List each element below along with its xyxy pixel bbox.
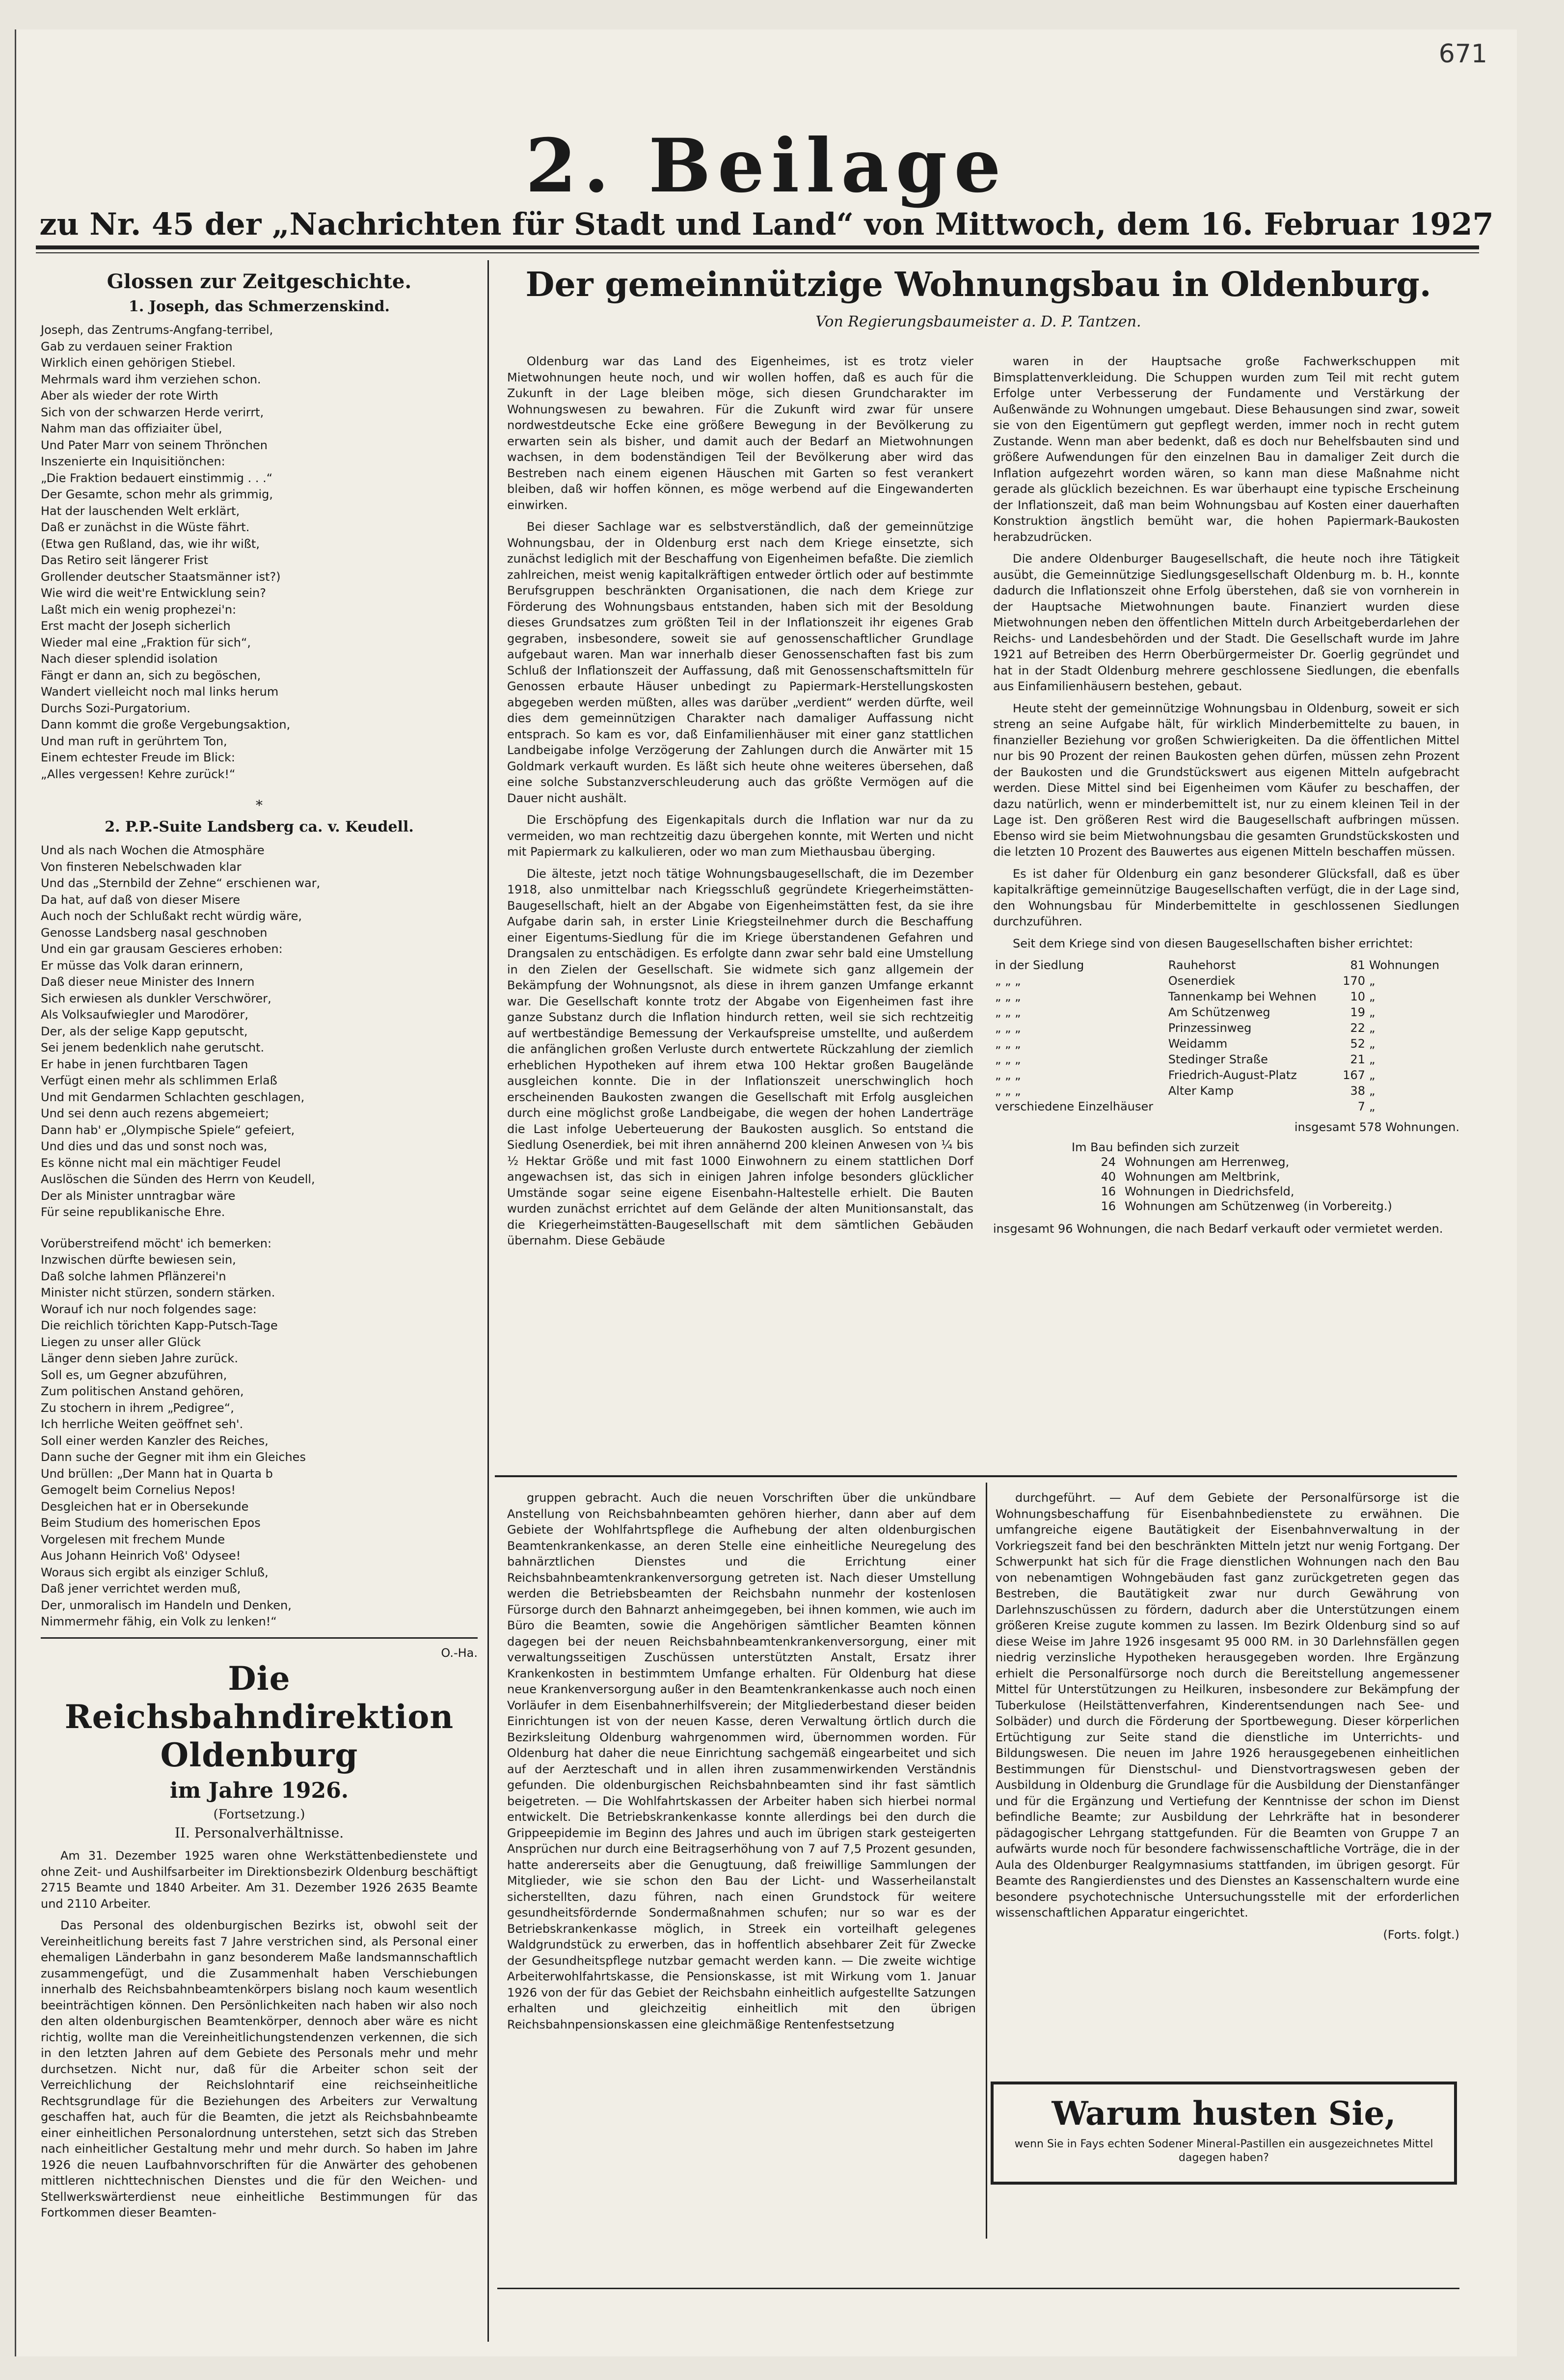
poem-line: Vorüberstreifend möcht' ich bemerken: xyxy=(41,1236,272,1250)
wohnungsbau-author: Von Regierungsbaumeister a. D. P. Tantzen. xyxy=(815,313,1141,330)
table-cell: Prinzessinweg xyxy=(1168,1021,1252,1035)
lower-paragraph: durchgeführt. — Auf dem Gebiete der Personalfürsorge ist die Wohnungsbeschaffung für Eisenbahnbedienstete zu erwähnen. Die umfangreiche eigene Bautätigkeit der Eisenbahnverwaltung in der Vorkriegszeit fand bei den beschränkten Mitteln jetzt nur wenig Fortgang. Der Schwerpunkt hat sich für die Frage dienstlichen Wohnungen nach den Bau von nebenamtigen Wohngebäuden fast ganz zurückgetreten gegen das Bestreben, die Bautätigkeit zwar nur durch Gewährung von Darlehnszuschüssen zu fördern, dadurch aber die Unterstützungen einem größeren Kreise zugute kommen zu lassen. Im Bezirk Oldenburg sind so auf diese Weise im Jahre 1926 insgesamt 95 000 RM. in 30 Darlehnsfällen gegen niedrig verzinsliche Hypotheken herausgegeben worden. Ihre Ergänzung erhielt die Personalfürsorge noch durch die Bereitstellung angemessener Mittel für Unterstützungen zu Heilkuren, insbesondere zur Bekämpfung der Tuberkulose (Heilstättenverfahren, Kinderentsendungen nach See- und Solbäder) und durch die Förderung der Sportbewegung. Dieser körperlichen Ertüchtigung zur Seite stand die dienstliche im Unterrichts- und Bildungswesen. Die neuen im Jahre 1926 herausgegebenen einheitlichen Bestimmungen für Dienstschul- und Dienstvortragswesen geben der Ausbildung in Oldenburg die Grundlage für die Ausbildung der Dienstanfänger und für die Ergänzung und Vertiefung der Kenntnisse der schon im Dienst befindliche Beamte; zur Ausbildung der Lehrkräfte hat in besonderer pädagogischer Lehrgang stattgefunden. Für die Beamten von Gruppe 7 an aufwärts wurde noch für besondere fachwissenschaftliche Vorträge, die in der Aula des Oldenburger Realgymnasiums stattfanden, im übrigen gesorgt. Für Beamte des Rangierdienstes und des Dienstes an Kassenschaltern wurde eine besondere psychotechnische Untersuchungsstelle mit der erforderlichen wissenschaftlichen Apparatur eingerichtet. xyxy=(996,1491,1459,1920)
table-cell: „ „ „ xyxy=(995,1068,1021,1082)
table-cell: 38 xyxy=(1350,1084,1365,1098)
poem-line: Als Volksaufwiegler und Marodörer, xyxy=(41,1008,248,1022)
continued-note: (Forts. folgt.) xyxy=(1383,1927,1459,1942)
poem-line: Sich erwiesen als dunkler Verschwörer, xyxy=(41,991,271,1005)
glossen-stanza-2 xyxy=(41,842,478,1221)
poem-line: Gemogelt beim Cornelius Nepos! xyxy=(41,1483,236,1497)
table-cell: „ xyxy=(1369,1084,1375,1098)
list-item xyxy=(993,1169,1459,1184)
section-divider xyxy=(495,1475,1457,1477)
table-cell: Alter Kamp xyxy=(1168,1084,1234,1098)
poem-line: Und als nach Wochen die Atmosphäre xyxy=(41,843,265,857)
poem-line: Dann suche der Gegner mit ihm ein Gleiches xyxy=(41,1450,306,1464)
poem-line: Mehrmals ward ihm verziehen schon. xyxy=(41,372,261,386)
poem-line: Nahm man das offiziaiter übel, xyxy=(41,422,222,435)
poem-line: Hat der lauschenden Welt erklärt, xyxy=(41,504,240,518)
wohnungsbau-title: Der gemeinnützige Wohnungsbau in Oldenburg. xyxy=(525,265,1431,304)
table-cell: „ „ „ xyxy=(995,990,1021,1003)
glossen-subheading-1: 1. Joseph, das Schmerzenskind. xyxy=(129,298,390,315)
table-cell: „ „ „ xyxy=(995,1053,1021,1066)
poem-line: Desgleichen hat er in Obersekunde xyxy=(41,1499,249,1514)
list-number: 24 xyxy=(1101,1155,1116,1169)
ad-text: wenn Sie in Fays echten Sodener Mineral-Pastillen ein ausgezeichnetes Mittel dagegen haben? xyxy=(1014,2138,1433,2164)
poem-line: Daß solche lahmen Pflänzerei'n xyxy=(41,1269,226,1283)
poem-line: Dann hab' er „Olympische Spiele“ gefeiert, xyxy=(41,1123,295,1137)
poem-line: Grollender deutscher Staatsmänner ist?) xyxy=(41,569,281,584)
table-row xyxy=(993,1067,1459,1083)
poem-line: Wie wird die weit're Entwicklung sein? xyxy=(41,586,266,600)
poem-line: Verfügt einen mehr als schlimmen Erlaß xyxy=(41,1074,277,1087)
table-cell: „ „ „ xyxy=(995,1021,1021,1035)
poem-line: Wandert vielleicht noch mal links herum xyxy=(41,685,279,699)
poem-line: Und Pater Marr von seinem Thrönchen xyxy=(41,438,268,452)
poem-line: Woraus sich ergibt als einziger Schluß, xyxy=(41,1565,269,1579)
lower-column-1 xyxy=(507,1490,976,2285)
supplement-title: 2. Beilage xyxy=(525,123,1008,209)
poem-line: Daß dieser neue Minister des Innern xyxy=(41,975,255,989)
table-cell: „ xyxy=(1369,990,1375,1003)
poem-line: Daß er zunächst in die Wüste fährt. xyxy=(41,520,250,534)
table-cell: Tannenkamp bei Wehnen xyxy=(1168,990,1317,1003)
section-star: * xyxy=(256,797,263,813)
poem-line: Fängt er dann an, sich zu begöschen, xyxy=(41,668,261,682)
poem-line: Nimmermehr fähig, ein Volk zu lenken!“ xyxy=(41,1615,277,1628)
table-cell: 19 xyxy=(1350,1005,1365,1019)
glossen-stanza-1 xyxy=(41,322,478,783)
glossen-column xyxy=(41,270,478,1660)
poem-line: Joseph, das Zentrums-Angfang-terribel, xyxy=(41,323,273,337)
im-bau-list xyxy=(993,1140,1459,1236)
table-cell: Weidamm xyxy=(1168,1037,1228,1051)
list-text: Wohnungen am Herrenweg, xyxy=(1125,1155,1290,1169)
table-row xyxy=(993,973,1459,989)
poem-line: Und man ruft in gerührtem Ton, xyxy=(41,734,227,748)
wohnungsbau-paragraph: Oldenburg war das Land des Eigenheimes, ist es trotz vieler Mietwohnungen heute noch, und wir wollen hoffen, daß es auch für die Zukunft in der Lage bleiben möge, sich diesen Grundcharakter im Wohnungswesen zu bewahren. Für die Zukunft wird zwar für unsere nordwestdeutsche Ecke eine größere Bewegung in der Bevölkerung zu erwarten sein als bisher, und damit auch der Bedarf an Mietwohnungen wachsen, in dem bodenständigen Teil der Bevölkerung aber wird das Bestreben nach einem eigenen Häuschen mit Garten so fest verankert bleiben, daß wir hoffen können, es möge werbend auf die Eingewanderten einwirken. xyxy=(507,354,973,512)
poem-line: Vorgelesen mit frechem Munde xyxy=(41,1532,225,1546)
supplement-subtitle: zu Nr. 45 der „Nachrichten für Stadt und Land“ von Mittwoch, dem 16. Februar 1927 xyxy=(39,206,1494,242)
poem-line: Einem echtester Freude im Blick: xyxy=(41,751,235,764)
table-cell: in der Siedlung xyxy=(995,958,1084,972)
advertisement-box xyxy=(991,2082,1457,2185)
page-number: 671 xyxy=(1438,39,1487,69)
poem-line: Wieder mal eine „Fraktion für sich“, xyxy=(41,635,251,649)
poem-line: Für seine republikanische Ehre. xyxy=(41,1205,225,1219)
table-cell: 10 xyxy=(1350,990,1365,1003)
wohnungsbau-paragraph: Die Erschöpfung des Eigenkapitals durch die Inflation war nur da zu vermeiden, wo man rechtzeitig dazu übergehen konnte, mit Werten und nicht mit Papiermark zu kalkulieren, oder wo man zum Miethausbau überging. xyxy=(507,813,973,859)
poem-line: Zu stochern in ihrem „Pedigree“, xyxy=(41,1401,234,1415)
reichsbahn-column xyxy=(41,1659,478,2327)
poem-line: Auslöschen die Sünden des Herrn von Keudell, xyxy=(41,1172,315,1186)
reichsbahn-continuation: (Fortsetzung.) xyxy=(213,1807,305,1822)
table-cell: Am Schützenweg xyxy=(1168,1005,1270,1019)
table-cell: Stedinger Straße xyxy=(1168,1053,1268,1066)
list-item xyxy=(993,1184,1459,1199)
poem-line: Soll es, um Gegner abzuführen, xyxy=(41,1368,227,1382)
poem-line: Minister nicht stürzen, sondern stärken. xyxy=(41,1286,275,1299)
poem-line: Soll einer werden Kanzler des Reiches, xyxy=(41,1433,269,1448)
poem-line: Auch noch der Schlußakt recht würdig wäre, xyxy=(41,909,302,923)
list-text: Wohnungen in Diedrichsfeld, xyxy=(1125,1185,1294,1198)
poem-line: Sich von der schwarzen Herde verirrt, xyxy=(41,405,264,419)
table-cell: „ xyxy=(1369,1100,1375,1113)
poem-line: Wirklich einen gehörigen Stiebel. xyxy=(41,356,236,370)
table-row xyxy=(993,1020,1459,1036)
table-cell: „ xyxy=(1369,1021,1375,1035)
poem-line: Gab zu verdauen seiner Fraktion xyxy=(41,339,233,353)
wohnungsbau-column-2 xyxy=(993,353,1459,1468)
list-number: 16 xyxy=(1101,1199,1116,1213)
glossen-signature: O.-Ha. xyxy=(441,1646,478,1660)
poem-line: Von finsteren Nebelschwaden klar xyxy=(41,860,242,874)
poem-line: Der als Minister unntragbar wäre xyxy=(41,1189,236,1203)
table-cell: 167 xyxy=(1343,1068,1365,1082)
header-rule-thin xyxy=(36,252,1479,253)
glossen-stanza-3 xyxy=(41,1236,478,1630)
lower-paragraph: gruppen gebracht. Auch die neuen Vorschriften über die unkündbare Anstellung von Reichsbahnbeamten gehören hierher, dann aber auf dem Gebiete der Wohlfahrtspflege die Aufhebung der alten oldenburgischen Beamtenkrankenkasse, an deren Stelle eine einheitliche Neuregelung des bahnärztlichen Dienstes und die Errichtung einer Reichsbahnbeamtenkrankenversorgung getreten ist. Nach dieser Umstellung werden die Betriebsbeamten der Reichsbahn nunmehr der kostenlosen Fürsorge durch den Bahnarzt anheimgegeben, bei ihnen kommen, wie auch im Büro die Beamten, sowie die Angehörigen sämtlicher Beamten können dagegen bei der neuen Reichsbahnbeamtenkrankenversorgung, einer mit verwaltungsseitigen Zuschüssen unterstützten Anstalt, Ersatz ihrer Krankenkosten in bestimmtem Umfange erhalten. Für Oldenburg hat diese neue Krankenversorgung außer in den Beamtenkrankenkasse auch noch einen Vorläufer in dem Eisenbahnerhilfsverein; der Mitgliederbestand dieser beiden Einrichtungen ist von der neuen Kasse, deren Verwaltung örtlich durch die Bezirksleitung Oldenburg wahrgenommen wird, übernommen worden. Für Oldenburg hat daher die neue Einrichtung sachgemäß eingearbeitet und sich auf der Aerzteschaft und in allen ihren zusammenwirkenden Verständnis gefunden. Die oldenburgischen Reichsbahnbeamten sind ihr fast sämtlich beigetreten. — Die Wohlfahrtskassen der Arbeiter haben sich hierbei normal entwickelt. Die Betriebskrankenkasse konnte allerdings bei den durch die Grippeepidemie im Beginn des Jahres und auch im übrigen stark gesteigerten Ansprüchen nur durch eine Beitragserhöhung von 7 auf 7,5 Prozent gesunden, hatte andererseits aber die Genugtuung, daß freiwillige Sammlungen der Mitglieder, wie sie schon den Bau der Licht- und Wasserheilanstalt sicherstellten, dazu führen, nach einen Grundstock für weitere gesundheitsfördernde Sondermaßnahmen schufen; nur so war es der Betriebskrankenkasse möglich, in Streek ein vorteilhaft gelegenes Waldgrundstück zu erwerben, das in hoffentlich absehbarer Zeit für Zwecke der Gesundheitspflege nutzbar gemacht werden kann. — Die zweite wichtige Arbeiterwohlfahrtskasse, die Pensionskasse, ist mit Wirkung vom 1. Januar 1926 von der für das Gebiet der Reichsbahn einheitlich aufgestellte Satzungen erhalten und gleichzeitig einheitlich mit den übrigen Reichsbahnpensionskassen eine gleichmäßige Rentenfestsetzung xyxy=(507,1491,976,2031)
poem-line: Daß jener verrichtet werden muß, xyxy=(41,1582,241,1596)
table-cell: 81 xyxy=(1350,958,1365,972)
table-row xyxy=(993,1052,1459,1067)
poem-line: Aber als wieder der rote Wirth xyxy=(41,389,218,403)
poem-line: Und brüllen: „Der Mann hat in Quarta b xyxy=(41,1466,273,1481)
list-item xyxy=(993,1155,1459,1169)
reichsbahn-section: II. Personalverhältnisse. xyxy=(174,1825,344,1841)
table-cell: „ „ „ xyxy=(995,1084,1021,1098)
table-row xyxy=(993,1036,1459,1052)
poem-line: Er habe in jenen furchtbaren Tagen xyxy=(41,1057,248,1071)
table-cell: Osenerdiek xyxy=(1168,974,1235,988)
column-divider-mid xyxy=(986,1483,987,2239)
table-cell: „ xyxy=(1369,974,1375,988)
poem-line: Und sei denn auch rezens abgemeiert; xyxy=(41,1107,269,1120)
poem-line: (Etwa gen Rußland, das, wie ihr wißt, xyxy=(41,537,260,551)
column-divider-left xyxy=(487,260,489,2342)
list-number: 16 xyxy=(1101,1185,1116,1198)
header-rule xyxy=(36,245,1479,249)
poem-line: Und mit Gendarmen Schlachten geschlagen, xyxy=(41,1090,305,1104)
im-bau-closing: insgesamt 96 Wohnungen, die nach Bedarf verkauft oder vermietet werden. xyxy=(993,1222,1443,1236)
poem-line: Da hat, auf daß von dieser Misere xyxy=(41,892,240,907)
im-bau-intro: Im Bau befinden sich zurzeit xyxy=(1072,1140,1240,1154)
poem-line: Es könne nicht mal ein mächtiger Feudel xyxy=(41,1156,281,1170)
glossen-end-rule xyxy=(41,1637,478,1639)
table-cell: Wohnungen xyxy=(1369,958,1440,972)
table-row xyxy=(993,957,1459,973)
poem-line: Der Gesamte, schon mehr als grimmig, xyxy=(41,487,273,501)
reichsbahn-paragraph: Das Personal des oldenburgischen Bezirks ist, obwohl seit der Vereinheitlichung bereits fast 7 Jahre verstrichen sind, als Personal einer ehemaligen Länderbahn in ganz besonderem Maße landsmannschaftlich zusammengefügt, und die Zusammenhalt haben Verschiebungen innerhalb des Reichsbahnbeamtenkörpers bislang noch kaum wesentlich beeinträchtigen können. Den Persönlichkeiten nach haben wir also noch den alten oldenburgischen Beamtenkörper, dennoch aber wäre es nicht richtig, wollte man die Vereinheitlichungstendenzen verkennen, die sich in den letzten Jahren auf dem Gebiete des Personals mehr und mehr durchsetzen. Nicht nur, daß für die Arbeiter schon seit der Verreichlichung der Reichslohntarif eine reichseinheitliche Rechtsgrundlage für die Beziehungen des Arbeiters zur Verwaltung geschaffen hat, auch für die Beamten, die jetzt als Reichsbahnbeamte einer einheitlichen Personalordnung unterstehen, setzt sich das Streben nach einheitlicher Gestaltung mehr und mehr durch. So haben im Jahre 1926 die neuen Laufbahnvorschriften für die Anwärter des gehobenen mittleren nichttechnischen Dienstes und die für den Weichen- und Stellwerkswärterdienst neue einheitliche Bestimmungen für das Fortkommen dieser Beamten- xyxy=(41,1919,478,2219)
wohnungsbau-paragraph: Es ist daher für Oldenburg ein ganz besonderer Glücksfall, daß es über kapitalkräftige gemeinnützige Baugesellschaften verfügt, die in der Lage sind, den Wohnungsbau für Minderbemittelte in geschlossenen Siedlungen durchzuführen. xyxy=(993,866,1459,928)
list-item xyxy=(993,1199,1459,1214)
table-row xyxy=(993,1004,1459,1020)
wohnungsbau-paragraph: waren in der Hauptsache große Fachwerkschuppen mit Bimsplattenverkleidung. Die Schuppen wurden zum Teil mit recht gutem Erfolge unter Verbesserung der Fundamente und Verstärkung der Außenwände zu Wohnungen umgebaut. Diese Behausungen sind zwar, soweit sie von den Eigentümern gut gepflegt werden, immer noch in recht gutem Zustande. Wenn man aber bedenkt, daß es doch nur Behelfsbauten sind und größere Aufwendungen für den einzelnen Bau in damaliger Zeit durch die Inflation aufgezehrt worden wären, so kann man diese Maßnahme nicht gerade als glücklich bezeichnen. Es war überhaupt eine typische Erscheinung der Inflationszeit, daß man beim Wohnungsbau auf Kosten einer dauerhaften Konstruktion ängstlich bemüht war, die hohen Papiermark-Baukosten herabzudrücken. xyxy=(993,354,1459,544)
poem-line: Der, unmoralisch im Handeln und Denken, xyxy=(41,1598,292,1612)
poem-line: „Alles vergessen! Kehre zurück!“ xyxy=(41,767,236,781)
poem-line: Die reichlich törichten Kapp-Putsch-Tage xyxy=(41,1319,278,1332)
poem-line: Und dies und das und sonst noch was, xyxy=(41,1139,268,1153)
table-cell: 22 xyxy=(1350,1021,1365,1035)
poem-line: Er müsse das Volk daran erinnern, xyxy=(41,958,243,973)
poem-line: Aus Johann Heinrich Voß' Odysee! xyxy=(41,1549,241,1563)
wohnungsbau-column-1 xyxy=(507,353,973,1468)
table-cell: „ „ „ xyxy=(995,1005,1021,1019)
table-cell: „ xyxy=(1369,1068,1375,1082)
poem-line: Liegen zu unser aller Glück xyxy=(41,1335,201,1349)
table-cell: „ xyxy=(1369,1005,1375,1019)
poem-line: Inszenierte ein Inquisitiönchen: xyxy=(41,455,225,468)
table-cell: „ „ „ xyxy=(995,1037,1021,1051)
reichsbahn-paragraph: Am 31. Dezember 1925 waren ohne Werkstättenbedienstete und ohne Zeit- und Aushilfsarbeiter im Direktionsbezirk Oldenburg beschäftigt 2715 Beamte und 1840 Arbeiter. Am 31. Dezember 1926 2635 Beamte und 2110 Arbeiter. xyxy=(41,1849,478,1911)
siedlungen-total: insgesamt 578 Wohnungen. xyxy=(1294,1120,1459,1134)
poem-line: Nach dieser splendid isolation xyxy=(41,652,218,666)
table-cell: verschiedene Einzelhäuser xyxy=(995,1100,1154,1113)
newspaper-page xyxy=(15,29,1517,2356)
wohnungsbau-header xyxy=(497,265,1459,353)
siedlungen-table xyxy=(993,957,1459,1114)
table-cell: Friedrich-August-Platz xyxy=(1168,1068,1297,1082)
table-cell: 21 xyxy=(1350,1053,1365,1066)
table-row xyxy=(993,989,1459,1004)
reichsbahn-title: Die Reichsbahndirektion Oldenburg xyxy=(64,1659,454,1774)
wohnungsbau-paragraph: Die älteste, jetzt noch tätige Wohnungsbaugesellschaft, die im Dezember 1918, also unmittelbar nach Kriegsschluß gegründete Kriegerheimstätten-Baugesellschaft, hielt an der Abgabe von Eigenheimstätten fest, da sie ihre Aufgabe darin sah, in erster Linie Kriegsteilnehmer durch die Beschaffung einer Eigentums-Siedlung für die im Kriege überstandenen Gefahren und Drangsalen zu entschädigen. Es erfolgte dann zwar sehr bald eine Umstellung in den Zielen der Gesellschaft. Sie widmete sich ganz allgemein der Bekämpfung der Wohnungsnot, als diese in ihrem ganzen Umfange erkannt war. Die Gesellschaft konnte trotz der Abgabe von Eigenheimen fast ihre ganze Substanz durch die Inflation hindurch retten, weil sie sich rechtzeitig auf wertbeständige Bemessung der Verkaufspreise umstellte, und außerdem die anfänglichen großen Verluste durch entwertete Rückzahlung der ziemlich erheblichen Hypotheken auf ihrem etwa 100 Hektar großen Baugelände ausgleichen konnte. Die in der Inflationszeit unerschwinglich hoch erscheinenden Baukosten zwangen die Gesellschaft mit Erfolg ausgleichen durch eine möglichst große Landbeigabe, die wegen der hohen Landerträge die Last infolge Ueberteuerung der Baukosten ausglich. So entstand die Siedlung Osenerdiek, bei mit ihren annähernd 200 kleinen Anwesen von ¼ bis ½ Hektar Größe und mit fast 1000 Einwohnern zu einem stattlichen Dorf angewachsen ist, das sich in einigen Jahren infolge besonders glücklicher Umstände sogar seine eigene Eisenbahn-Haltestelle erhielt. Die Bauten wurden zunächst errichtet auf dem Gelände der alten Munitionsanstalt, das die Kriegerheimstätten-Baugesellschaft mit dem sämtlichen Gebäuden übernahm. Diese Gebäude xyxy=(507,866,973,1247)
lower-column-2 xyxy=(996,1490,1459,2069)
poem-line: Laßt mich ein wenig prophezei'n: xyxy=(41,602,237,617)
table-cell: „ xyxy=(1369,1053,1375,1066)
poem-line: Genosse Landsberg nasal geschnoben xyxy=(41,925,268,940)
wohnungsbau-paragraph: Seit dem Kriege sind von diesen Baugesellschaften bisher errichtet: xyxy=(1013,936,1413,950)
poem-line: Zum politischen Anstand gehören, xyxy=(41,1384,244,1398)
glossen-subheading-2: 2. P.P.-Suite Landsberg ca. v. Keudell. xyxy=(105,818,414,836)
table-cell: 170 xyxy=(1343,974,1365,988)
list-text: Wohnungen am Schützenweg (in Vorbereitg.) xyxy=(1125,1199,1392,1213)
poem-line: Ich herrliche Weiten geöffnet seh'. xyxy=(41,1417,243,1431)
poem-line: Und ein gar grausam Gescieres erhoben: xyxy=(41,942,283,956)
poem-line: Und das „Sternbild der Zehne“ erschienen war, xyxy=(41,876,321,890)
poem-line: Der, als der selige Kapp geputscht, xyxy=(41,1024,248,1038)
poem-line: Worauf ich nur noch folgendes sage: xyxy=(41,1302,257,1316)
poem-line: Beim Studium des homerischen Epos xyxy=(41,1516,261,1530)
wohnungsbau-paragraph: Heute steht der gemeinnützige Wohnungsbau in Oldenburg, soweit er sich streng an seine Aufgabe hält, für wirklich Minderbemittelte zu bauen, in finanzieller Beziehung vor großen Schwierigkeiten. Da die öffentlichen Mittel nur bis 90 Prozent der reinen Baukosten gehen dürfen, müssen zehn Prozent der Baukosten und die Grundstückswert aus eigenen Mitteln aufgebracht werden. Diese Mittel sind bei Eigenheimen vom Käufer zu beschaffen, der dazu natürlich, wenn er minderbemittelt ist, nur zu einem kleinen Teil in der Lage ist. Den größeren Rest wird die Baugesellschaft aufbringen müssen. Ebenso wird sie beim Mietwohnungsbau die gesamten Grundstückskosten und die letzten 10 Prozent des Bauwertes aus eigenen Mitteln beschaffen müssen. xyxy=(993,701,1459,859)
poem-line: Inzwischen dürfte bewiesen sein, xyxy=(41,1253,236,1267)
table-cell: 52 xyxy=(1350,1037,1365,1051)
poem-line: Das Retiro seit längerer Frist xyxy=(41,553,209,567)
footer-rule xyxy=(497,2288,1459,2289)
poem-line: Länger denn sieben Jahre zurück. xyxy=(41,1352,238,1365)
poem-line: Dann kommt die große Vergebungsaktion, xyxy=(41,718,291,731)
table-cell: 7 xyxy=(1357,1100,1365,1113)
wohnungsbau-paragraph: Die andere Oldenburger Baugesellschaft, die heute noch ihre Tätigkeit ausübt, die Gemeinnützige Siedlungsgesellschaft Oldenburg m. b. H., konnte dadurch die Inflationszeit ohne Erfolg überstehen, daß sie von vornherein in der Hauptsache Mietwohnungen baute. Finanziert wurden diese Mietwohnungen neben den öffentlichen Mitteln durch Arbeitgeberdarlehen der Reichs- und Landesbehörden und der Stadt. Die Gesellschaft wurde im Jahre 1921 auf Betreiben des Herrn Oberbürgermeister Dr. Goerlig gegründet und hat in der Stadt Oldenburg mehrere geschlossene Siedlungen, die ebenfalls aus Einfamilienhäusern bestehen, gebaut. xyxy=(993,552,1459,693)
list-text: Wohnungen am Meltbrink, xyxy=(1125,1170,1280,1184)
reichsbahn-year: im Jahre 1926. xyxy=(169,1778,349,1803)
list-number: 40 xyxy=(1101,1170,1116,1184)
poem-line: Erst macht der Joseph sicherlich xyxy=(41,619,231,633)
table-cell: Rauhehorst xyxy=(1168,958,1236,972)
table-row xyxy=(993,1099,1459,1114)
poem-line: Sei jenem bedenklich nahe gerutscht. xyxy=(41,1041,265,1055)
table-row xyxy=(993,1083,1459,1099)
table-cell: „ „ „ xyxy=(995,974,1021,988)
poem-line: Durchs Sozi-Purgatorium. xyxy=(41,701,190,715)
wohnungsbau-paragraph: Bei dieser Sachlage war es selbstverständlich, daß der gemeinnützige Wohnungsbau, der in Oldenburg erst nach dem Kriege einsetzte, sich zunächst lediglich mit der Beschaffung von Eigenheimen befaßte. Die ziemlich zahlreichen, meist wenig kapitalkräftigen entweder örtlich oder auf bestimmte Berufsgruppen beschränkten Organisationen, die nach dem Kriege zur Förderung des Wohnungsbaus entstanden, haben sich mit der Besoldung dieses Grundsatzes zum größten Teil in der Inflationszeit ihr eigenes Grab gegraben, insbesondere, soweit sie auf genossenschaftlicher Grundlage aufgebaut waren. Man war innerhalb dieser Genossenschaften fast bis zum Schluß der Inflationszeit der Auffassung, daß mit Genossenschaftsmitteln für Genossen erbaute Häuser unbedingt zu Papiermark-Herstellungskosten abgegeben werden müßten, alles was darüber „verdient“ werden dürfte, weil dies dem gemeinnützigen Charakter nach damaliger Auffassung nicht entsprach. So kam es vor, daß Einfamilienhäuser mit einer ganz stattlichen Landbeigabe infolge Verzögerung der Zahlungen durch die Anwärter mit 15 Goldmark verkauft wurden. Es läßt sich heute ohne weiteres übersehen, daß eine solche Substanzverschleuderung auch das größte Vermögen auf die Dauer nicht aushält. xyxy=(507,520,973,805)
ad-headline: Warum husten Sie, xyxy=(1052,2094,1396,2133)
table-cell: „ xyxy=(1369,1037,1375,1051)
glossen-heading: Glossen zur Zeitgeschichte. xyxy=(107,270,412,293)
poem-line: „Die Fraktion bedauert einstimmig . . .“ xyxy=(41,471,273,485)
table-cell xyxy=(1166,1099,1329,1114)
